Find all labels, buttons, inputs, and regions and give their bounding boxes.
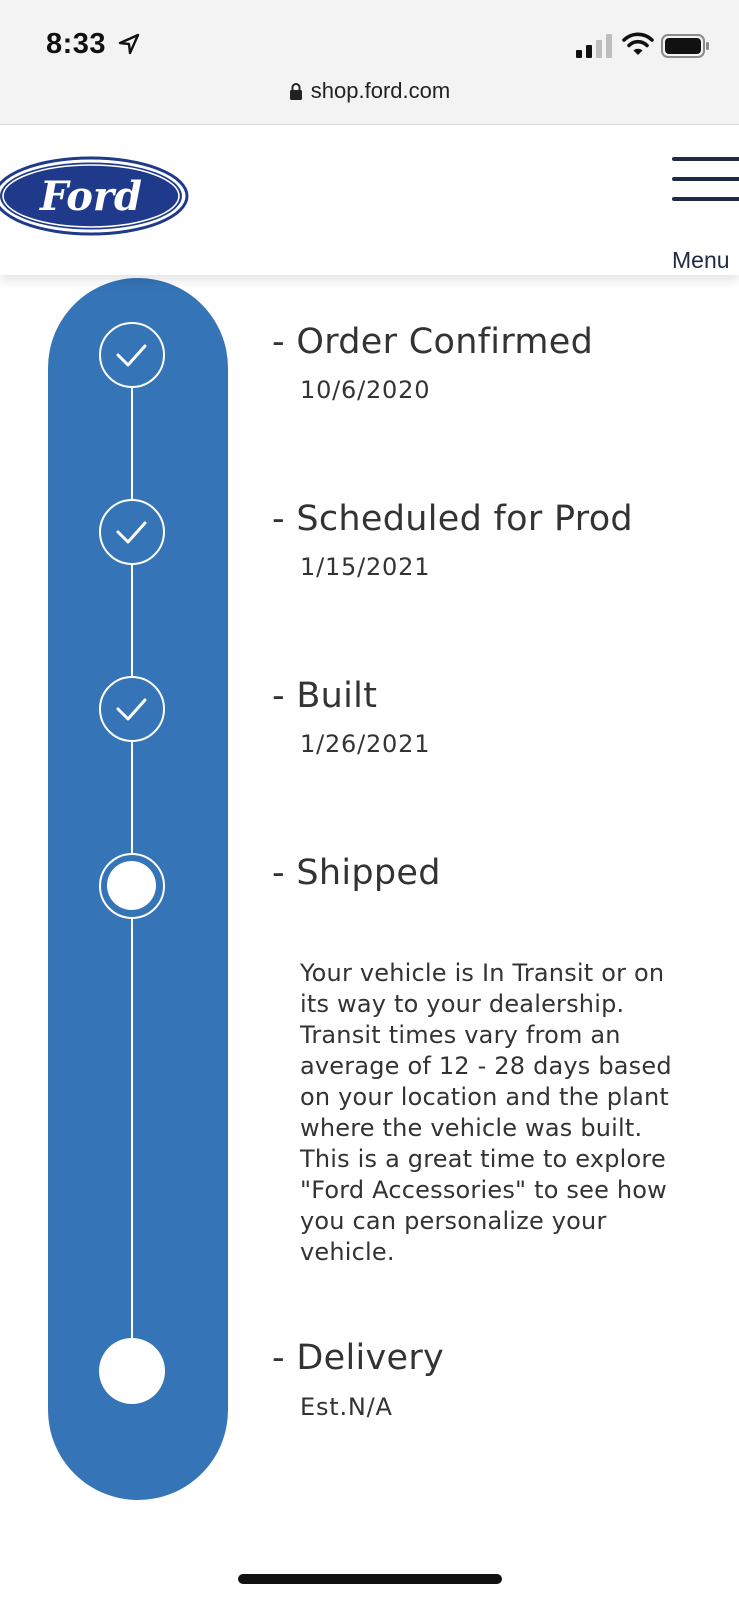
step-title: - Order Confirmed <box>272 322 594 362</box>
step-date: 10/6/2020 <box>300 376 431 404</box>
step-date: Est.N/A <box>300 1393 393 1421</box>
url-text: shop.ford.com <box>310 78 451 103</box>
step-title: - Delivery <box>272 1338 445 1378</box>
ford-logo[interactable] <box>0 155 190 237</box>
step-title: - Shipped <box>272 853 441 893</box>
step-description: Your vehicle is In Transit or on its way to your dealership. Transit times vary from an average of 12 - 28 days based on your location and the plant where the vehicle was built. This is a great time to explore "Ford Accessories" to see how you can personalize your vehicle. <box>300 959 672 1266</box>
step-complete-check-icon <box>99 676 165 742</box>
step-date: 1/26/2021 <box>300 730 431 758</box>
step-title: - Scheduled for Prod <box>272 499 633 539</box>
step-pending-dot-icon <box>99 1338 165 1404</box>
menu-icon <box>672 157 739 161</box>
status-time: 8:33 <box>46 28 107 60</box>
step-complete-check-icon <box>99 322 165 388</box>
status-bar <box>0 0 739 125</box>
location-arrow-icon <box>118 33 140 55</box>
ford-logo-text: Ford <box>40 173 142 220</box>
url-bar[interactable] <box>0 78 739 104</box>
home-indicator[interactable] <box>238 1574 502 1584</box>
step-current-dot-icon <box>99 853 165 919</box>
site-header <box>0 125 739 275</box>
lock-icon <box>289 82 303 100</box>
step-title: - Built <box>272 676 378 716</box>
step-date: 1/15/2021 <box>300 553 431 581</box>
menu-button[interactable] <box>672 155 739 273</box>
battery-icon <box>661 34 711 58</box>
cellular-signal-icon <box>576 34 614 58</box>
step-complete-check-icon <box>99 499 165 565</box>
menu-label: Menu <box>672 247 730 273</box>
wifi-icon <box>622 31 654 57</box>
